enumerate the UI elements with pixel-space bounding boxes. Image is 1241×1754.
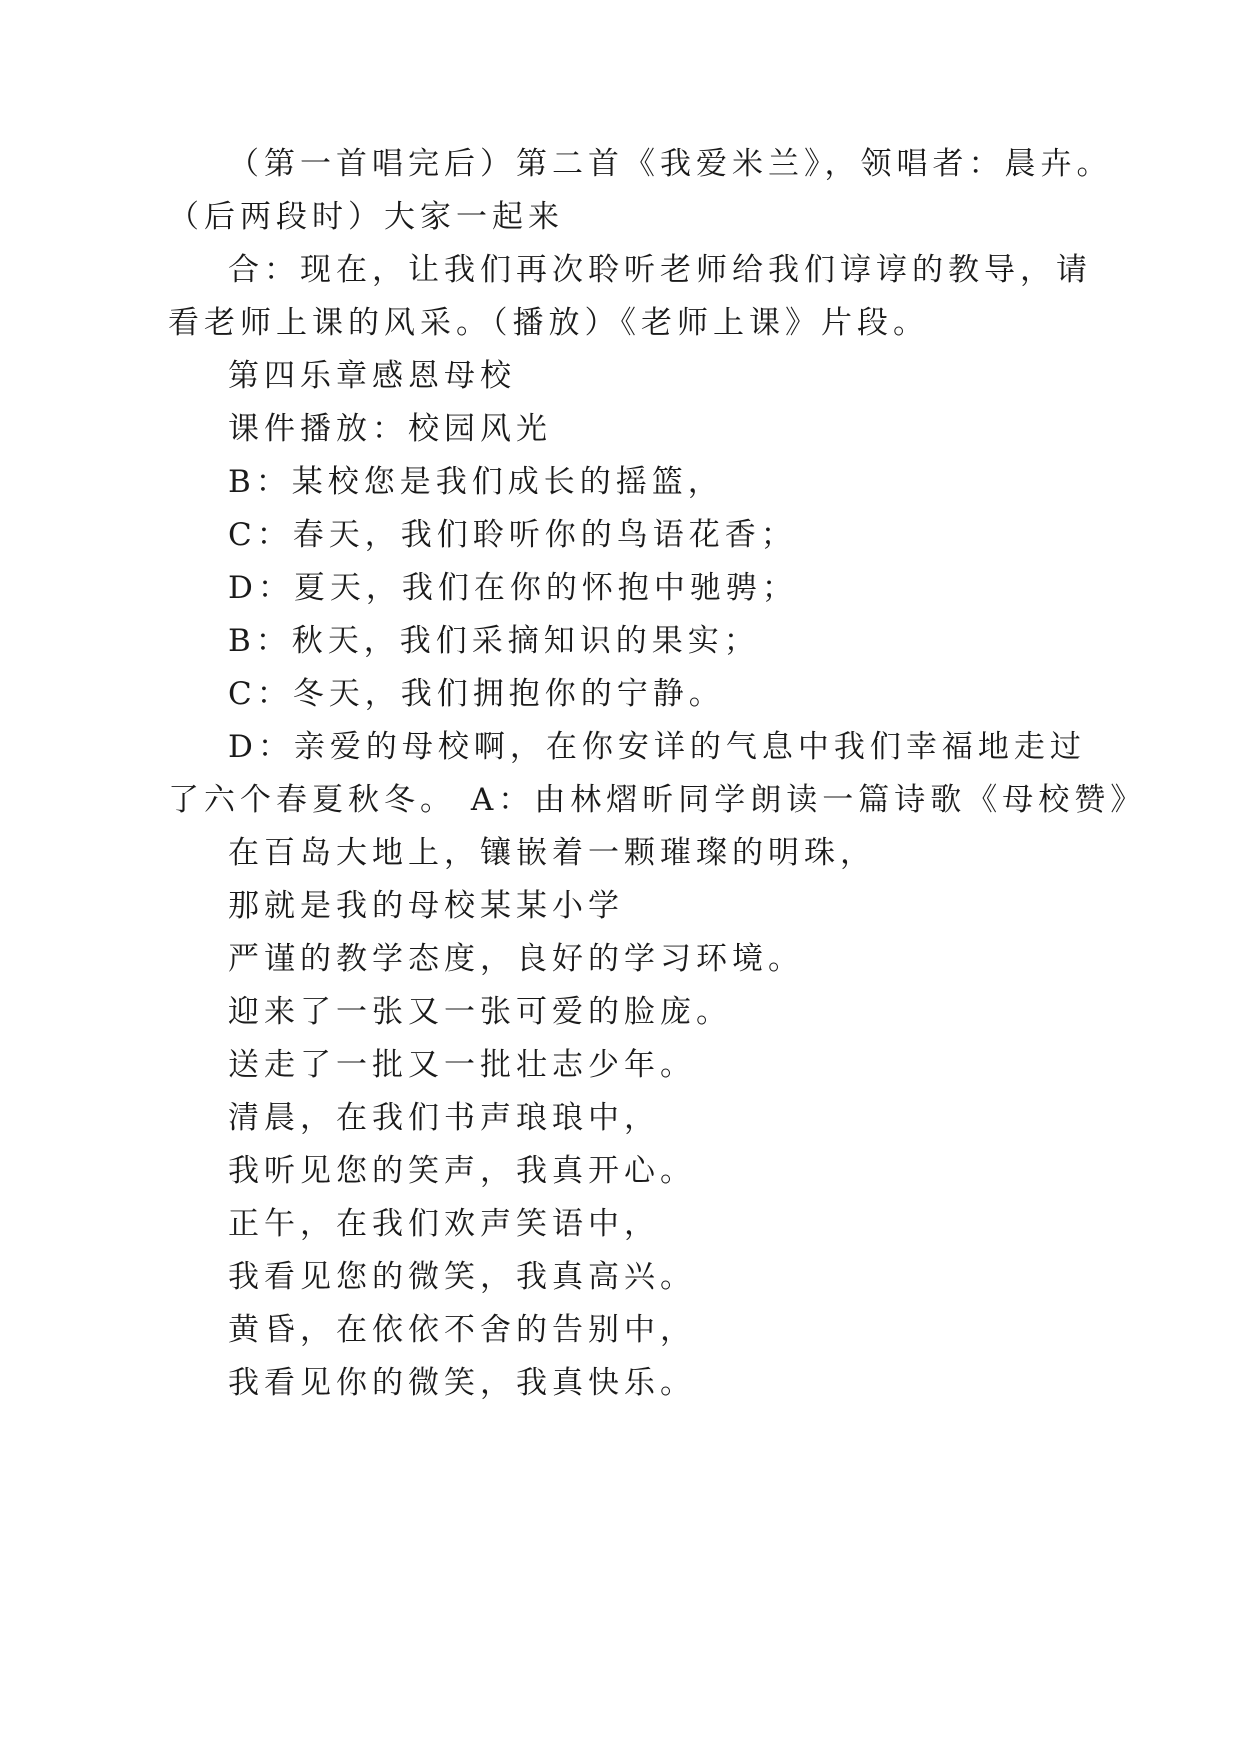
text-line: C：冬天，我们拥抱你的宁静。 xyxy=(228,676,725,712)
text-line: 第四乐章感恩母校 xyxy=(228,358,516,394)
text-line: 在百岛大地上，镶嵌着一颗璀璨的明珠， xyxy=(228,835,876,871)
text-line: （第一首唱完后）第二首《我爱米兰》，领唱者：晨卉。 xyxy=(228,146,1113,182)
text-line: C：春天，我们聆听你的鸟语花香； xyxy=(228,517,797,553)
text-line: 了六个春夏秋冬。 A：由林熠昕同学朗读一篇诗歌《母校赞》 xyxy=(168,782,1147,818)
text-line: 那就是我的母校某某小学 xyxy=(228,888,624,924)
text-line: 我看见你的微笑，我真快乐。 xyxy=(228,1365,696,1401)
text-line: 我看见您的微笑，我真高兴。 xyxy=(228,1259,696,1295)
text-line: 清晨，在我们书声琅琅中， xyxy=(228,1100,660,1136)
text-line: D：夏天，我们在你的怀抱中驰骋； xyxy=(228,570,798,606)
text-line: 迎来了一张又一张可爱的脸庞。 xyxy=(228,994,732,1030)
text-line: B：秋天，我们采摘知识的果实； xyxy=(228,623,760,659)
text-line: 我听见您的笑声，我真开心。 xyxy=(228,1153,696,1189)
text-line: 正午，在我们欢声笑语中， xyxy=(228,1206,660,1242)
text-line: 送走了一批又一批壮志少年。 xyxy=(228,1047,696,1083)
text-line: 黄昏，在依依不舍的告别中， xyxy=(228,1312,696,1348)
text-line: 合：现在，让我们再次聆听老师给我们谆谆的教导，请 xyxy=(228,252,1092,288)
text-line: （后两段时）大家一起来 xyxy=(168,199,564,235)
text-line: D：亲爱的母校啊，在你安详的气息中我们幸福地走过 xyxy=(228,729,1086,765)
text-line: B：某校您是我们成长的摇篮， xyxy=(228,464,724,500)
text-line: 严谨的教学态度，良好的学习环境。 xyxy=(228,941,804,977)
text-line: 课件播放：校园风光 xyxy=(228,411,552,447)
text-line: 看老师上课的风采。（播放）《老师上课》片段。 xyxy=(168,305,929,341)
